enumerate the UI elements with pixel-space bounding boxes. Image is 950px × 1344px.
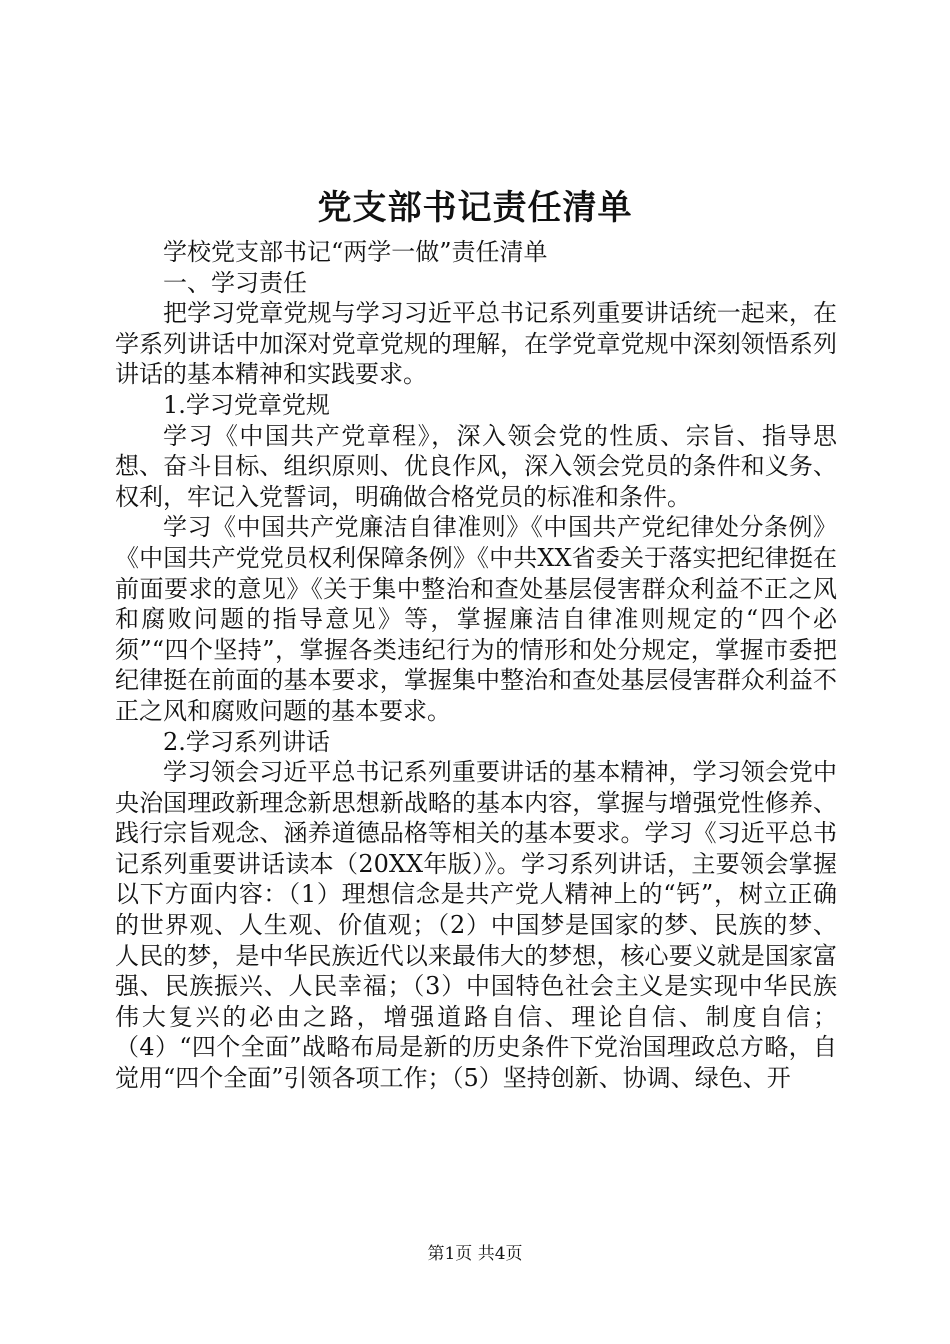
paragraph-subtitle: 学校党支部书记“两学一做”责任清单 (163, 238, 548, 266)
document-body (115, 237, 837, 1094)
page-footer: 第1页 共4页 (427, 1244, 523, 1264)
paragraph: 把学习党章党规与学习习近平总书记系列重要讲话统一起来，在学系列讲话中加深对党章党规的理解，在学党章党规中深刻领悟系列讲话的基本精神和实践要求。 (115, 299, 837, 389)
subsection-heading-1: 1.学习党章党规 (163, 390, 330, 419)
paragraph: 学习领会习近平总书记系列重要讲话的基本精神，学习领会党中央治国理政新理念新思想新战略的基本内容，掌握与增强党性修养、践行宗旨观念、涵养道德品格等相关的基本要求。学习《习近平总书记系列重要讲话读本（20XX年版）》。学习系列讲话，主要领会掌握以下方面内容：（1）理想信念是共产党人精神上的“钙”，树立正确的世界观、人生观、价值观；（2）中国梦是国家的梦、民族的梦、人民的梦，是中华民族近代以来最伟大的梦想，核心要义就是国家富强、民族振兴、人民幸福；（3）中国特色社会主义是实现中华民族伟大复兴的必由之路，增强道路自信、理论自信、制度自信；（4）“四个全面”战略布局是新的历史条件下党治国理政总方略，自觉用“四个全面”引领各项工作；（5）坚持创新、协调、绿色、开 (115, 758, 837, 1093)
subsection-heading-2: 2.学习系列讲话 (163, 727, 330, 756)
document-title: 党支部书记责任清单 (317, 188, 633, 228)
paragraph: 学习《中国共产党章程》，深入领会党的性质、宗旨、指导思想、奋斗目标、组织原则、优良作风，深入领会党员的条件和义务、权利，牢记入党誓词，明确做合格党员的标准和条件。 (115, 421, 837, 511)
section-heading-study: 一、学习责任 (163, 268, 307, 297)
paragraph: 学习《中国共产党廉洁自律准则》《中国共产党纪律处分条例》《中国共产党党员权利保障条例》《中共XX省委关于落实把纪律挺在前面要求的意见》《关于集中整治和查处基层侵害群众利益不正之风和腐败问题的指导意见》等，掌握廉洁自律准则规定的“四个必须”“四个坚持”，掌握各类违纪行为的情形和处分规定，掌握市委把纪律挺在前面的基本要求，掌握集中整治和查处基层侵害群众利益不正之风和腐败问题的基本要求。 (115, 513, 837, 725)
